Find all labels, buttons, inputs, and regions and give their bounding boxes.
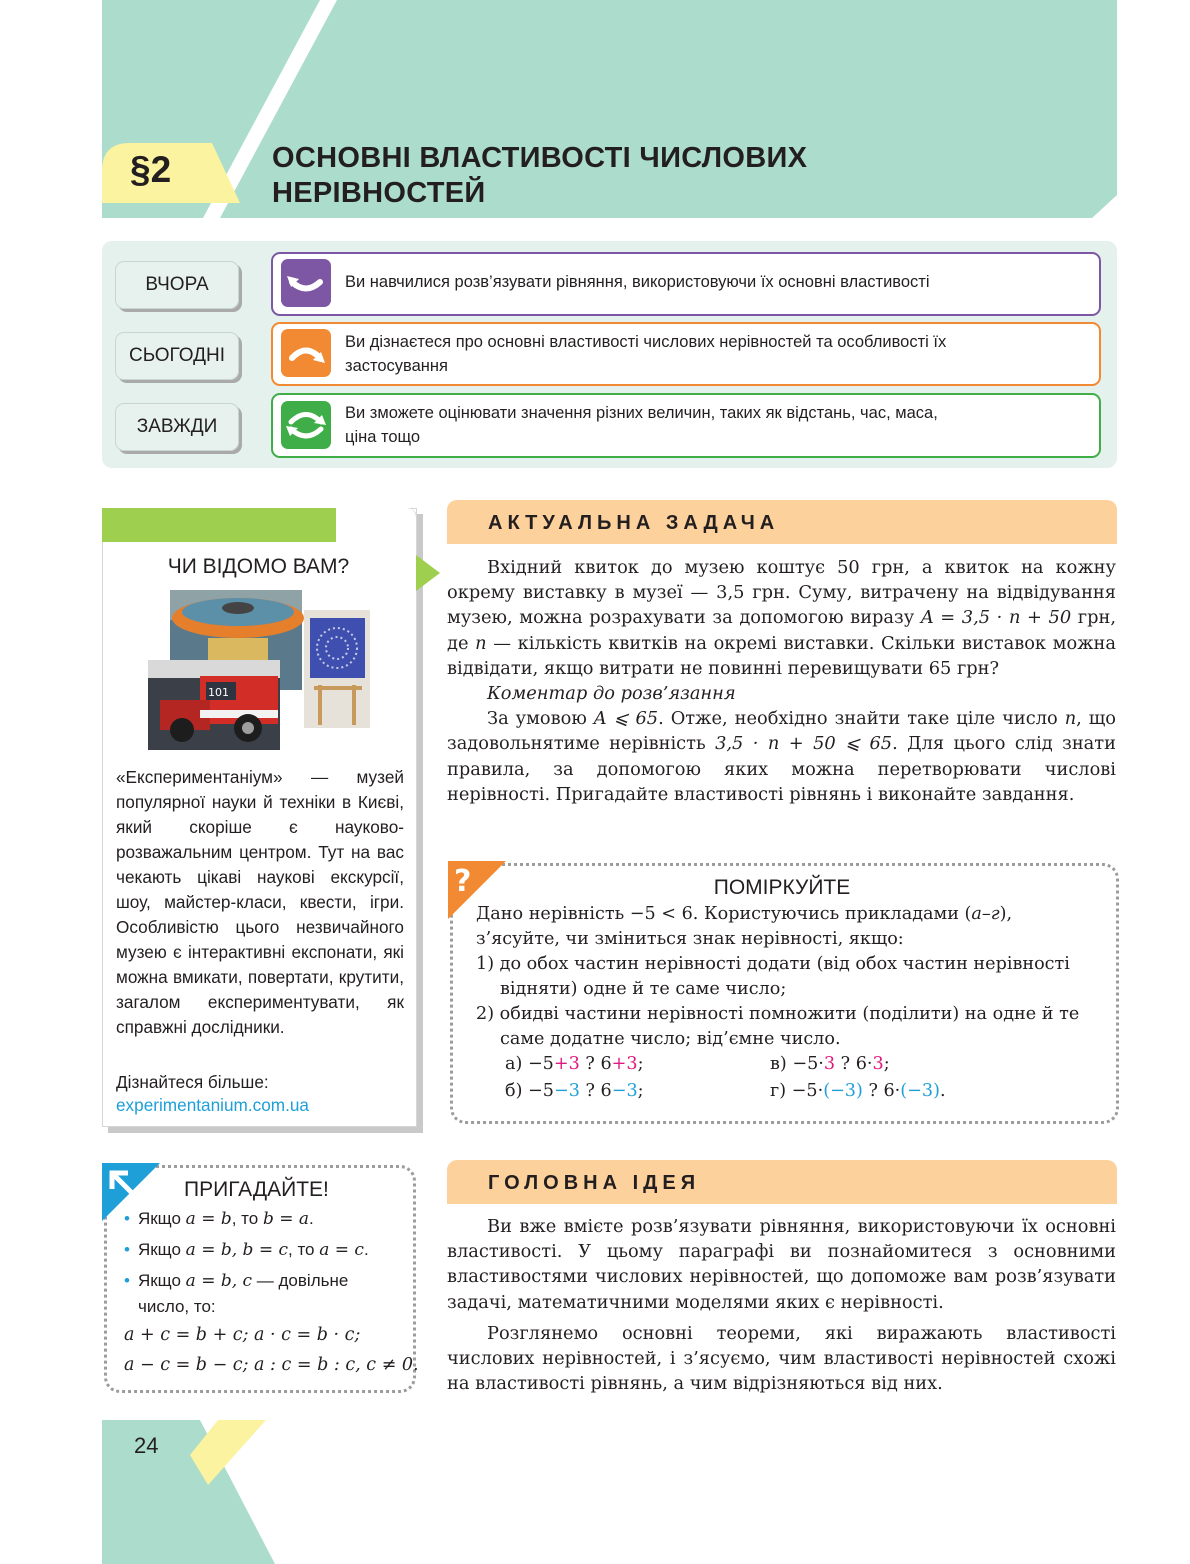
pointer-arrow-icon [416, 555, 440, 591]
example-a: а) −5+3 ? 6+3; [505, 1054, 644, 1074]
today-text-line2: застосування [345, 357, 448, 375]
today-text [345, 330, 946, 378]
task-paragraph-1: Вхідний квиток до музею коштує 50 грн, а квиток на кожну окрему виставку в музеї — 3,5 грн. Суму, витрачену на відвідування музею, можна розрахувати за допомогою виразу A = 3,5 · n + 50 грн, де n — кількість квитків на окремі виставки. Скільки виставок можна відвідати, якщо витрати не повинні перевищувати 65 грн? [447, 557, 1117, 679]
remember-formula-1: a + c = b + c; a · c = b · c; [124, 1325, 361, 1345]
remember-item: • Якщо a = b, c — довільне [124, 1271, 349, 1291]
think-item-2: 2) обидві частини нерівності помножити (поділити) на одне й те саме додатне число; від’ємне число. [476, 1004, 1080, 1049]
example-b: б) −5−3 ? 6−3; [505, 1081, 644, 1101]
svg-text:?: ? [454, 864, 472, 899]
think-intro: Дано нерівність −5 < 6. Користуючись прикладами (а–г), з’ясуйте, чи зміниться знак нерівності, якщо: [476, 904, 1013, 949]
paragraph-number: §2 [130, 149, 172, 190]
task-paragraph-2: За умовою A ⩽ 65. Отже, необхідно знайти таке ціле число n, що задовольнятиме нерівність 3,5 · n + 50 ⩽ 65. Для цього слід знати правила, за допомогою яких можна перетворювати числові нерівності. Пригадайте властивості рівнянь і виконайте завдання. [447, 708, 1116, 805]
example-v: в) −5·3 ? 6·3; [770, 1054, 890, 1074]
learn-more-label: Дізнайтеся більше: [116, 1072, 269, 1092]
task-title: АКТУАЛЬНА ЗАДАЧА [488, 512, 780, 534]
fire-truck-photo [148, 660, 280, 750]
did-you-know-tab [336, 508, 417, 548]
think-title: ПОМІРКУЙТЕ [713, 876, 851, 899]
always-text [345, 401, 938, 449]
did-you-know-title: ЧИ ВІДОМО ВАМ? [167, 555, 350, 578]
think-item-1: 1) до обох частин нерівності додати (від обох частин нерівності відняти) одне й те саме число; [476, 954, 1070, 999]
example-g: г) −5·(−3) ? 6·(−3). [770, 1081, 946, 1101]
today-goal [271, 322, 1101, 386]
always-text-line1: Ви зможете оцінювати значення різних величин, таких як відстань, час, маса, [345, 404, 938, 422]
today-text-line1: Ви дізнаєтеся про основні властивості числових нерівностей та особливості їх [345, 333, 947, 351]
task-body [447, 555, 1116, 807]
always-goal [271, 393, 1101, 458]
task-comment: Коментар до розв’язання [487, 683, 736, 705]
museum-photos [148, 590, 373, 750]
today-button[interactable]: СЬОГОДНІ [115, 332, 239, 380]
remember-formula-2: a − c = b − c; a : c = b : c, c ≠ 0. [124, 1355, 419, 1375]
museum-link[interactable]: experimentanium.com.ua [116, 1095, 309, 1115]
chapter-title-line1: ОСНОВНІ ВЛАСТИВОСТІ ЧИСЛОВИХ [272, 142, 808, 174]
remember-title: ПРИГАДАЙТЕ! [184, 1178, 329, 1201]
remember-item-continued: число, то: [138, 1297, 216, 1316]
main-idea-title: ГОЛОВНА ІДЕЯ [488, 1172, 701, 1194]
always-text-line2: ціна тощо [345, 428, 421, 446]
chapter-title [272, 141, 972, 211]
arc-arrow-up-icon [281, 329, 331, 377]
main-idea-body [447, 1214, 1116, 1396]
think-text [476, 902, 1090, 1052]
main-idea-paragraph-2: Розглянемо основні теореми, які виражають властивості числових нерівностей, і з’ясуємо, чим властивості нерівностей схожі на властивості рівнянь, а чим відрізняються від них. [447, 1322, 1116, 1395]
chapter-title-line2: НЕРІВНОСТЕЙ [272, 177, 486, 209]
arc-arrow-down-icon [281, 259, 331, 307]
did-you-know-header-bar [102, 508, 338, 542]
yesterday-text: Ви навчилися розв’язувати рівняння, використовуючи їх основні властивості [345, 273, 930, 291]
yesterday-button[interactable]: ВЧОРА [115, 261, 239, 309]
did-you-know-text: «Експериментаніум» — музей популярної науки й техніки в Києві, який скоріше є науково-розважальним центром. Тут на вас чекають цікаві наукові екскурсії, шоу, майстер-класи, квести, ігри. Особливістю цього незвичайного музею є інтерактивні експонати, які можна вмикати, повертати, крутити, загалом експериментувати, як справжні дослідники. [116, 767, 404, 1037]
page-number: 24 [134, 1433, 159, 1458]
always-button[interactable]: ЗАВЖДИ [115, 403, 239, 451]
main-idea-paragraph-1: Ви вже вмієте розв’язувати рівняння, використовуючи їх основні властивості. У цьому параграфі ви познайомитеся з основними властивостями числових нерівностей, що допоможе вам розв’язувати задачі, математичними моделями яких є нерівності. [447, 1216, 1116, 1313]
yesterday-goal [271, 252, 1101, 316]
remember-item: • Якщо a = b, b = c, то a = c. [124, 1240, 369, 1260]
remember-item: • Якщо a = b, то b = a. [124, 1209, 314, 1229]
truck-number: 101 [208, 686, 229, 699]
pattern-exhibit-photo [304, 610, 370, 728]
cycle-arrows-icon [281, 401, 331, 449]
